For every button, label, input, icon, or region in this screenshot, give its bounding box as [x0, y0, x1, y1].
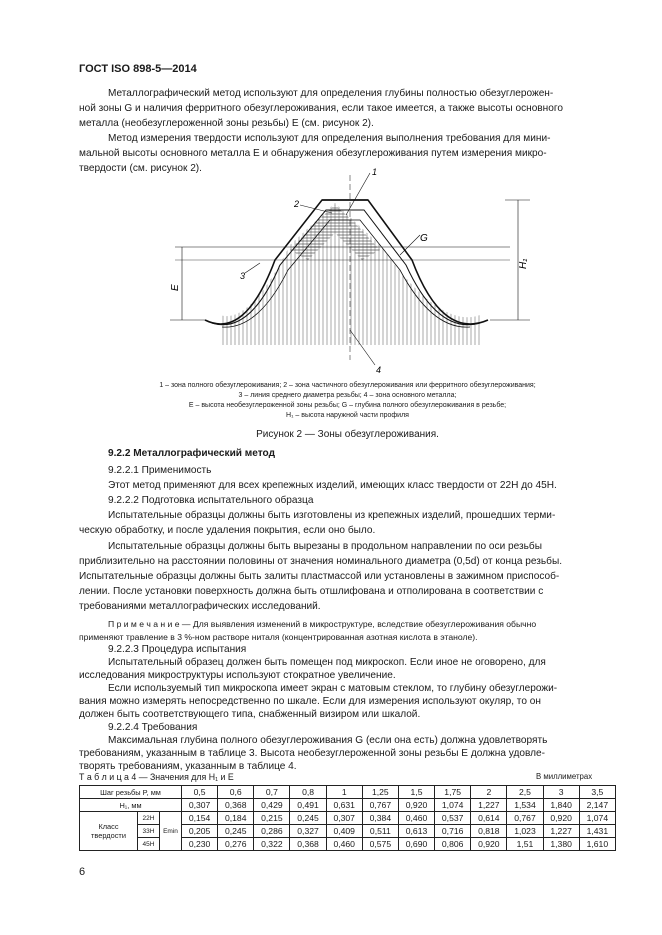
note-line1: П р и м е ч а н и е — Для выявления изменений в микроструктуре, вследствие обезуглероживания обычно: [108, 619, 537, 629]
table-cell: 0,537: [435, 812, 471, 825]
table-cell: 1,75: [435, 786, 471, 799]
table-cell: 0,205: [182, 825, 218, 838]
values-table: [79, 785, 616, 851]
table-cell: 0,368: [290, 838, 326, 851]
table-cell: 0,613: [398, 825, 434, 838]
s2-line2: ческую обработку, и после удаления покрытия, если оно было.: [79, 525, 376, 536]
figure-legend-2: 3 – линия среднего диаметра резьбы; 4 – зона основного металла;: [238, 392, 457, 399]
table-cell: 0,511: [362, 825, 398, 838]
figure-legend-3: E – высота необезуглероженной зоны резьбы; G – глубина полного обезуглероживания в резьбе;: [188, 402, 507, 409]
table-cell: 0,575: [362, 838, 398, 851]
s3-line1: Испытательный образец должен быть помещен под микроскоп. Если иное не оговорено, для: [108, 657, 546, 668]
table-cell: 1,074: [579, 812, 615, 825]
table-cell: 0,920: [471, 838, 507, 851]
table-cell: 0,631: [326, 799, 362, 812]
class-label: Класс твердости: [80, 812, 138, 851]
s4-title: 9.2.2.4 Требования: [108, 722, 198, 733]
table-unit: В миллиметрах: [536, 772, 593, 781]
table-cell: 0,245: [290, 812, 326, 825]
table-cell: 0,920: [398, 799, 434, 812]
table-cell: 2: [471, 786, 507, 799]
table-cell: 3,5: [579, 786, 615, 799]
para1-line3: металла (необезуглероженной зоны резьбы) E (см. рисунок 2).: [79, 118, 374, 129]
table-cell: 1,431: [579, 825, 615, 838]
table-cell: 1,5: [398, 786, 434, 799]
class-22h: 22H: [138, 812, 160, 825]
section-title: 9.2.2 Металлографический метод: [108, 448, 275, 459]
table-cell: 1,023: [507, 825, 543, 838]
h1-label: H₁, мм: [80, 799, 182, 812]
table-cell: 0,690: [398, 838, 434, 851]
table-cell: 0,614: [471, 812, 507, 825]
table-cell: 1,074: [435, 799, 471, 812]
table-cell: 1,380: [543, 838, 579, 851]
para2-line1: Метод измерения твердости используют для определения выполнения требования для мини-: [108, 133, 551, 144]
class-33h: 33H: [138, 825, 160, 838]
table-cell: 0,6: [218, 786, 254, 799]
s1-title: 9.2.2.1 Применимость: [108, 465, 212, 476]
table-cell: 0,429: [254, 799, 290, 812]
table-cell: 0,327: [290, 825, 326, 838]
label-1: 1: [372, 167, 378, 177]
table-cell: 0,230: [182, 838, 218, 851]
table-cell: 1,534: [507, 799, 543, 812]
table-row-h1: [80, 799, 616, 812]
table-cell: 0,154: [182, 812, 218, 825]
s2-line4: приблизительно на расстоянии половины от значения номинального диаметра (0,5d) от конца резьбы.: [79, 556, 563, 567]
class-45h: 45H: [138, 838, 160, 851]
figure-caption: Рисунок 2 — Зоны обезуглероживания.: [256, 429, 439, 440]
table-cell: 0,460: [326, 838, 362, 851]
table-cell: 1,25: [362, 786, 398, 799]
table-cell: 0,806: [435, 838, 471, 851]
table-cell: 0,767: [362, 799, 398, 812]
table-row-pitch: [80, 786, 616, 799]
s2-line3: Испытательные образцы должны быть вырезаны в продольном направлении по оси резьбы: [108, 541, 542, 552]
label-h1: H₁: [518, 258, 529, 269]
para1-line2: ной зоны G и наличия ферритного обезуглероживания, если такое имеется, а также высоты основного: [79, 103, 563, 114]
table-cell: 0,767: [507, 812, 543, 825]
table-cell: 0,460: [398, 812, 434, 825]
table-cell: 0,368: [218, 799, 254, 812]
table-cell: 0,307: [182, 799, 218, 812]
para1-line1: Металлографический метод используют для определения глубины полностью обезуглерожен-: [108, 88, 554, 99]
figure-legend-1: 1 – зона полного обезуглероживания; 2 – зона частичного обезуглероживания или ферритного обезуглероживания;: [159, 382, 536, 389]
s3-line3: Если используемый тип микроскопа имеет экран с матовым стеклом, то глубину обезуглерожи-: [108, 683, 558, 694]
label-g: G: [420, 233, 428, 244]
emin-label: Emin: [160, 812, 182, 851]
table-cell: 0,307: [326, 812, 362, 825]
table-cell: 0,818: [471, 825, 507, 838]
table-cell: 1: [326, 786, 362, 799]
table-cell: 0,276: [218, 838, 254, 851]
table-cell: 0,7: [254, 786, 290, 799]
s4-line3: творять требованиям, указанным в таблице 4.: [79, 761, 297, 772]
s4-line2: требованиям, указанным в таблице 3. Высота необезуглероженной зоны резьбы E должна удовле-: [79, 748, 545, 759]
table-cell: 0,215: [254, 812, 290, 825]
table-cell: 0,491: [290, 799, 326, 812]
table-cell: 0,8: [290, 786, 326, 799]
s2-line6: лении. После установки поверхность должна быть отшлифована и отполирована в соответствии с: [79, 586, 544, 597]
table-cell: 0,920: [543, 812, 579, 825]
table-cell: 0,184: [218, 812, 254, 825]
table-cell: 1,840: [543, 799, 579, 812]
table-cell: 0,286: [254, 825, 290, 838]
page-number: 6: [79, 866, 86, 878]
table-cell: 0,5: [182, 786, 218, 799]
table-cell: 1,610: [579, 838, 615, 851]
table-cell: 2,147: [579, 799, 615, 812]
s2-line5: Испытательные образцы должны быть залиты пластмассой или установлены в зажимном приспособ-: [79, 571, 560, 582]
para2-line3: твердости (см. рисунок 2).: [79, 163, 202, 174]
s3-title: 9.2.2.3 Процедура испытания: [108, 644, 247, 655]
table-caption: Т а б л и ц а 4 — Значения для H₁ и E: [79, 772, 234, 782]
s1-text: Этот метод применяют для всех крепежных изделий, имеющих класс твердости от 22H до 45H.: [108, 480, 557, 491]
s3-line4: вания можно измерять непосредственно по шкале. Если для измерения используют окуляр, то он: [79, 696, 541, 707]
table-cell: 0,716: [435, 825, 471, 838]
label-4: 4: [376, 365, 382, 375]
table-cell: 0,409: [326, 825, 362, 838]
decarburization-figure: [150, 165, 540, 375]
s2-title: 9.2.2.2 Подготовка испытательного образца: [108, 495, 314, 506]
pitch-label: Шаг резьбы P, мм: [80, 786, 182, 799]
document-header: ГОСТ ISO 898-5—2014: [79, 63, 197, 75]
s4-line1: Максимальная глубина полного обезуглероживания G (если она есть) должна удовлетворять: [108, 735, 548, 746]
label-e: E: [170, 284, 181, 291]
table-row-22h: [80, 812, 616, 825]
label-3: 3: [240, 271, 246, 281]
s2-line1: Испытательные образцы должны быть изготовлены из крепежных изделий, прошедших терми-: [108, 510, 556, 521]
table-cell: 0,245: [218, 825, 254, 838]
table-cell: 3: [543, 786, 579, 799]
table-cell: 1,51: [507, 838, 543, 851]
table-cell: 1,227: [471, 799, 507, 812]
s3-line2: исследования микроструктуры используют стократное увеличение.: [79, 670, 396, 681]
s3-line5: должен быть соответствующего типа, снабженный визиром или шкалой.: [79, 709, 421, 720]
table-cell: 1,227: [543, 825, 579, 838]
table-cell: 0,384: [362, 812, 398, 825]
para2-line2: мальной высоты основного металла E и обнаружения обезуглероживания путем измерения микро-: [79, 148, 547, 159]
s2-line7: требованиями металлографических исследований.: [79, 601, 321, 612]
note-line2: применяют травление в 3 %-ном растворе ниталя (концентрированная азотная кислота в этаноле).: [79, 632, 478, 642]
figure-legend-4: H₁ – высота наружной части профиля: [286, 412, 409, 419]
label-2: 2: [294, 199, 300, 209]
table-cell: 0,322: [254, 838, 290, 851]
table-cell: 2,5: [507, 786, 543, 799]
